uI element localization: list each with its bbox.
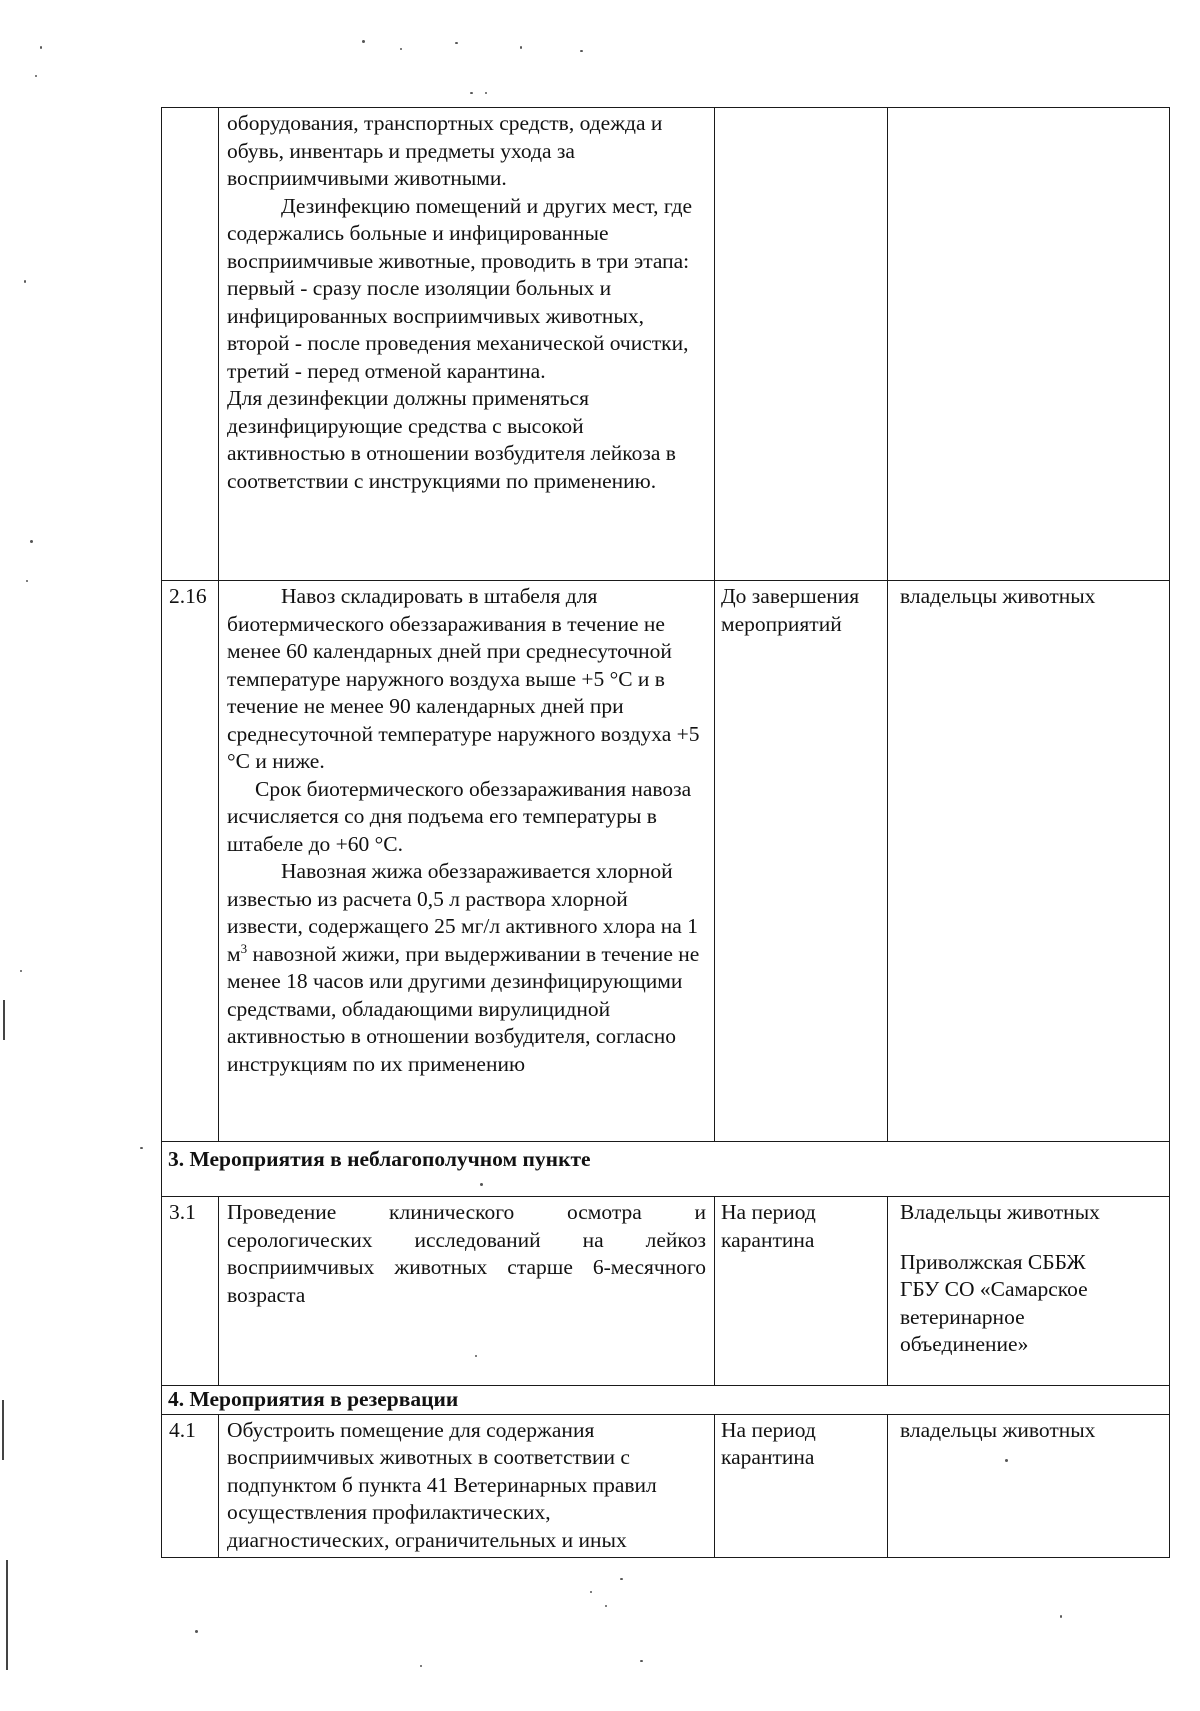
- measure-paragraph: Срок биотермического обеззараживания навоза исчисляется со дня подъема его температуры в штабеле до +60 °С.: [227, 776, 692, 856]
- measure-paragraph: Дезинфекцию помещений и других мест, где содержались больные и инфицированные восприимчивые животные, проводить в три этапа: первый - сразу после изоляции больных и инфицированных восприимчивых животных, второй - после проведения механической очистки, третий - перед отменой карантина.: [227, 193, 693, 383]
- responsible-text: Владельцы животных: [900, 1200, 1100, 1224]
- table-row-continuation: [162, 108, 1170, 581]
- measure-paragraph: Для дезинфекции должны применяться дезинфицирующие средства с высокой активностью в отношении возбудителя лейкоза в соответствии с инструкциями по применению.: [227, 386, 676, 493]
- section-title: 3. Мероприятия в неблагополучном пункте: [168, 1147, 591, 1171]
- section-title: 4. Мероприятия в резервации: [168, 1387, 459, 1411]
- term-text: До завершения мероприятий: [715, 581, 888, 1142]
- measure-text-cell: [219, 108, 715, 581]
- table-row-4-1: [162, 1414, 1170, 1557]
- row-number-cell: [162, 108, 219, 581]
- measure-text-cell: [219, 581, 715, 1142]
- responsible-text: владельцы животных: [888, 581, 1170, 1142]
- superscript-3: 3: [240, 940, 248, 956]
- responsible-cell: [888, 1197, 1170, 1386]
- term-cell: [715, 108, 888, 581]
- section-heading: [162, 1386, 1170, 1415]
- measure-paragraph: Навоз складировать в штабеля для биотермического обеззараживания в течение не менее 60 календарных дней при среднесуточной температуре наружного воздуха выше +5 °С и в течение не менее 90 календарных дней при среднесуточной температуре наружного воздуха +5 °С и ниже.: [227, 584, 700, 773]
- row-number: 3.1: [162, 1197, 219, 1386]
- table-row-2-16: [162, 581, 1170, 1142]
- measure-paragraph: Проведение клинического осмотра и серологических исследований на лейкоз восприимчивых животных старше 6-месячного возраста: [227, 1200, 706, 1307]
- measures-table: [161, 107, 1170, 1558]
- measure-text-part: навозной жижи, при выдерживании в течение не менее 18 часов или другими дезинфицирующими средствами, обладающими вирулицидной активностью в отношении возбудителя, согласно инструкциям по их применению: [227, 941, 700, 1076]
- measure-text-part: Навозная жижа обеззараживается хлорной известью из расчета 0,5 л раствора хлорной извести, содержащего 25 мг/л активного хлора на 1 м: [227, 859, 698, 966]
- section-heading-row: [162, 1386, 1170, 1415]
- measure-paragraph: [227, 858, 706, 1078]
- term-text: На период карантина: [715, 1414, 888, 1557]
- section-heading-row: [162, 1142, 1170, 1197]
- row-number: 4.1: [162, 1414, 219, 1557]
- responsible-text: владельцы животных: [888, 1414, 1170, 1557]
- measure-paragraph: Обустроить помещение для содержания восприимчивых животных в соответствии с подпунктом б пункта 41 Ветеринарных правил осуществления профилактических, диагностических, ограничительных и иных: [227, 1417, 657, 1552]
- row-number: 2.16: [162, 581, 219, 1142]
- measure-paragraph: оборудования, транспортных средств, одежда и обувь, инвентарь и предметы ухода за восприимчивыми животными.: [227, 111, 663, 190]
- section-heading: [162, 1142, 1170, 1197]
- term-text: На период карантина: [715, 1197, 888, 1386]
- table-row-3-1: [162, 1197, 1170, 1386]
- responsible-cell: [888, 108, 1170, 581]
- measure-text-cell: [219, 1414, 715, 1557]
- measure-text-cell: [219, 1197, 715, 1386]
- responsible-text: Приволжская СББЖ ГБУ СО «Самарское ветеринарное объединение»: [900, 1249, 1088, 1356]
